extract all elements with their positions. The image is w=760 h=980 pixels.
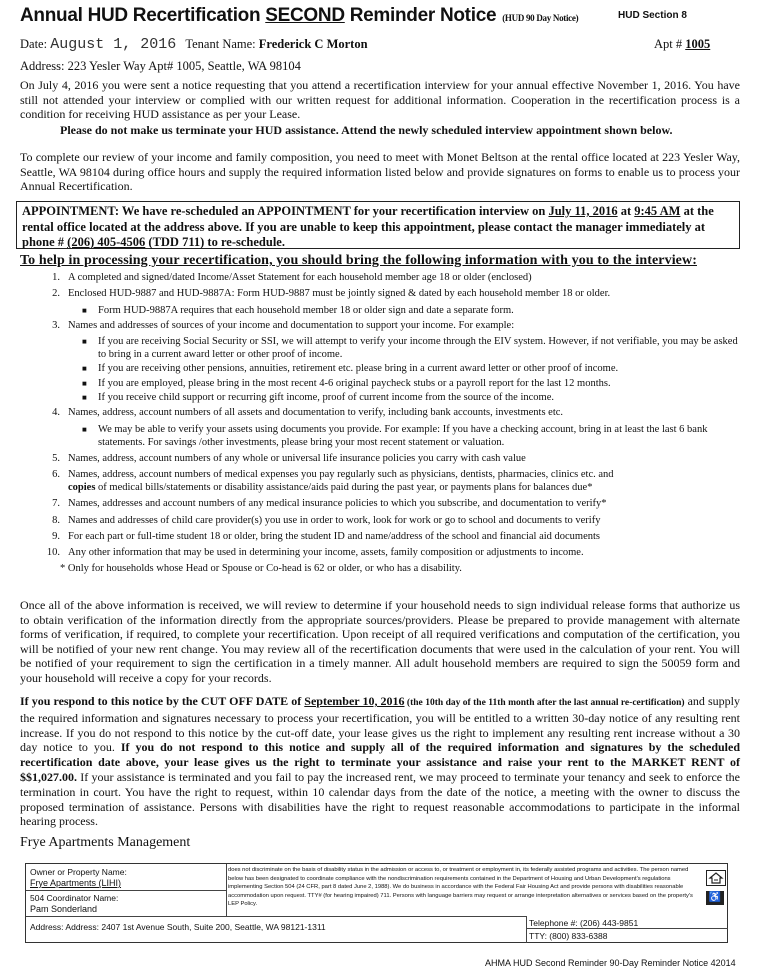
notice-title: Annual HUD Recertification SECOND Reminder Notice (HUD 90 Day Notice) <box>20 5 579 26</box>
date-line: Date: August 1, 2016 Tenant Name: Frederick C Morton <box>20 36 368 53</box>
accessibility-icon: ♿ <box>706 891 724 905</box>
cutoff-date: September 10, 2016 <box>304 694 405 708</box>
list-item: 8. Names and addresses of child care provider(s) you use in order to work, look for work or go to school and documents to verify <box>52 514 601 526</box>
warning-line: Please do not make us terminate your HUD assistance. Attend the newly scheduled interview appointment shown below. <box>60 122 673 137</box>
list-item: 7. Names, addresses and account numbers of any medical insurance policies to which you subscribe, and documentation to verify* <box>52 498 607 510</box>
meeting-paragraph: To complete our review of your income and family composition, you need to meet with Monet Beltson at the rental office located at 223 Yesler Way, Seattle, WA 98104 during office hours and supply the required information listed below and provide signatures on forms to enable us to process your Annual Recertification. <box>20 150 740 193</box>
management-signature: Frye Apartments Management <box>20 835 191 850</box>
list-item: 1. A completed and signed/dated Income/Asset Statement for each household member age 18 or older (enclosed) <box>52 272 532 283</box>
hud-section-label: HUD Section 8 <box>618 10 687 21</box>
list-footnote: * Only for households whose Head or Spouse or Co-head is 62 or older, or who has a disability. <box>60 563 462 575</box>
list-subitem: ■ If you are receiving other pensions, annuities, retirement etc. please bring in a current award letter or other proof of income. <box>82 363 619 375</box>
list-item: 5. Names, address, account numbers of any whole or universal life insurance policies you carry with cash value <box>52 452 526 464</box>
appointment-box: APPOINTMENT: We have re-scheduled an APPOINTMENT for your recertification interview on July 11, 2016 at 9:45 AM at the rental office located at the address above. If you are unable to keep this appointment, please contact the manager immediately at phone # (206) 405-4506 (TDD 711) to re-schedule. <box>16 201 740 249</box>
list-item: 4. Names, address, account numbers of all assets and documentation to verify, including bank accounts, investments etc. <box>52 407 564 419</box>
nondiscrimination-notice: does not discriminate on the basis of disability status in the admission or access to, or treatment or employment in, its federally assisted programs and activities. The person named below has been designated to coordinate compliance with the nondiscrimination requirements contained in the Department of Housing and Urban Development's regulations implementing Section 504 (24 CFR, part 8 dated June 2, 1988). We do business in accordance with the Federal Fair Housing Act and provide persons with disabilities reasonable accommodation upon request. TTY# (for hearing impaired) 711. Persons with language barriers may request or arrange interpretation alternatives or services based on the property's LEP Policy. <box>228 867 693 907</box>
list-subitem: ■ If you are receiving Social Security or SSI, we will attempt to verify your income through the EIV system. However, if not verifiable, you may be asked to bring in a current award letter or other proof of income. <box>82 335 738 360</box>
list-subitem: ■ We may be able to verify your assets using documents you provide. For example: If you have a checking account, bring in at least the last 6 bank statements. For savings /other investments, please bring your most recent statement or valuation. <box>82 423 708 448</box>
intro-paragraph: On July 4, 2016 you were sent a notice requesting that you attend a recertification interview for your annual effective November 1, 2016. You have still not attended your interview or complied with our written request for additional information. Cooperation in the recertification process is a condition for receiving HUD assistance as per your Lease. Please do not make us terminate your HUD assistance. Attend the newly scheduled interview appointment shown below. <box>20 78 740 137</box>
coordinator-name: Pam Sonderland <box>30 904 98 914</box>
cutoff-paragraph: If you respond to this notice by the CUT OFF DATE of September 10, 2016 (the 10th day of the 11th month after the last annual re-certification) and supply the required information and signatures necessary to process your recertification, you will be entitled to a written 30-day notice of any resulting rent increase. If you do not respond to this notice by the cut-off date, your lease gives us the right to implement any resulting rent increase without a 30 day notice to you. If you do not respond to this notice and supply all of the required information and signatures by the scheduled recertification date above, your lease gives us the right to terminate your assistance and raise your rent to the MARKET RENT of $$1,027.00. If your assistance is terminated and you fail to pay the increased rent, we may proceed to terminate your tenancy and seek to enforce the termination in court. You have the right to request, within 10 calendar days from the date of the notice, a meeting with the owner to discuss the proposed termination of assistance. Persons with disabilities have the right to request reasonable accommodations to participate in the informal hearing process. <box>20 694 741 829</box>
list-subitem: ■ If you receive child support or recurring gift income, proof of current income from the source of the income. <box>82 392 555 404</box>
office-telephone: Telephone #: (206) 443-9851 <box>529 918 639 928</box>
list-heading: To help in processing your recertification, you should bring the following information with you to the interview: <box>20 253 697 268</box>
list-subitem: ■ Form HUD-9887A requires that each household member 18 or older sign and date a separate form. <box>82 304 514 316</box>
equal-housing-icon <box>706 870 726 886</box>
list-item: 10. Any other information that may be used in determining your income, assets, family composition or adjustments to income. <box>46 547 584 559</box>
verification-paragraph: Once all of the above information is received, we will review to determine if your household needs to sign individual release forms that authorize us to obtain verification of the information directly from the appropriate sources/providers. Please be prepared to provide management with alternate forms of verification, if required, to complete your recertification. Upon receipt of all required verifications and computation of the certification, you will be notified of your new rent change. You may review all of the recertification documents that were used in the calculation of your rent. You will be notified of your requirement to sign the certification in a timely manner. All adult household members are required to sign the 50059 form and your household will receive a copy for your records. <box>20 598 740 685</box>
apt-number: Apt # 1005 <box>654 37 711 51</box>
tenant-name: Frederick C Morton <box>258 37 368 51</box>
termination-warning: If you do not respond to this notice and supply all of the required information and signatures by the scheduled recertification date above, your lease gives us the right to terminate your assistance and raise your rent to the MARKET RENT of $$1,027.00. <box>20 740 741 784</box>
office-address: Address: Address: 2407 1st Avenue South, Suite 200, Seattle, WA 98121-1311 <box>30 922 326 932</box>
notice-subtitle: (HUD 90 Day Notice) <box>502 13 579 23</box>
list-item: 6. Names, address, account numbers of medical expenses you pay regularly such as physicians, dentists, pharmacies, clinics etc. and copies of medical bills/statements or disability assistance/aids paid during the past year, or payments plans for balances due* <box>52 468 614 493</box>
list-item: 2. Enclosed HUD-9887 and HUD-9887A: Form HUD-9887 must be jointly signed & dated by each household member 18 or older. <box>52 288 611 300</box>
contact-box: Owner or Property Name: Frye Apartments (LIHI) 504 Coordinator Name: Pam Sonderland does not discriminate on the basis of disability status in the admission or access to, or treatment or employment in, its federally assisted programs and activities. The person named below has been designated to coordinate compliance with the nondiscrimination requirements contained in the Department of Housing and Urban Development's regulations implementing Section 504 (24 CFR, part 8 dated June 2, 1988). We do business in accordance with the Federal Fair Housing Act and provide persons with disabilities reasonable accommodation upon request. TTY# (for hearing impaired) 711. Persons with language barriers may request or arrange interpretation alternatives or services based on the property's LEP Policy. ♿ Address: Address: 2407 1st Avenue South, Suite 200, Seattle, WA 98121-1311 Telephone #: (206) 443-9851 TTY: (800) 833-6388 <box>25 863 728 943</box>
form-reference: AHMA HUD Second Reminder 90-Day Reminder Notice 42014 <box>485 958 736 968</box>
appointment-date: July 11, 2016 <box>548 204 618 218</box>
list-item: 3. Names and addresses of sources of your income and documentation to support your income. For example: <box>52 319 515 331</box>
list-subitem: ■ If you are employed, please bring in the most recent 4-6 original paycheck stubs or a payroll report for the last 12 months. <box>82 377 611 389</box>
requirements-list <box>24 271 740 575</box>
date-value: August 1, 2016 <box>50 36 177 53</box>
tenant-address: Address: 223 Yesler Way Apt# 1005, Seattle, WA 98104 <box>20 59 301 73</box>
appointment-time: 9:45 AM <box>634 204 681 218</box>
owner-name: Frye Apartments (LIHI) <box>30 878 122 888</box>
office-tty: TTY: (800) 833-6388 <box>529 931 608 941</box>
list-item: 9. For each part or full-time student 18 or older, bring the student ID and name/address of the school and financial aid documents <box>52 530 601 542</box>
manager-phone: (206) 405-4506 <box>67 235 146 249</box>
